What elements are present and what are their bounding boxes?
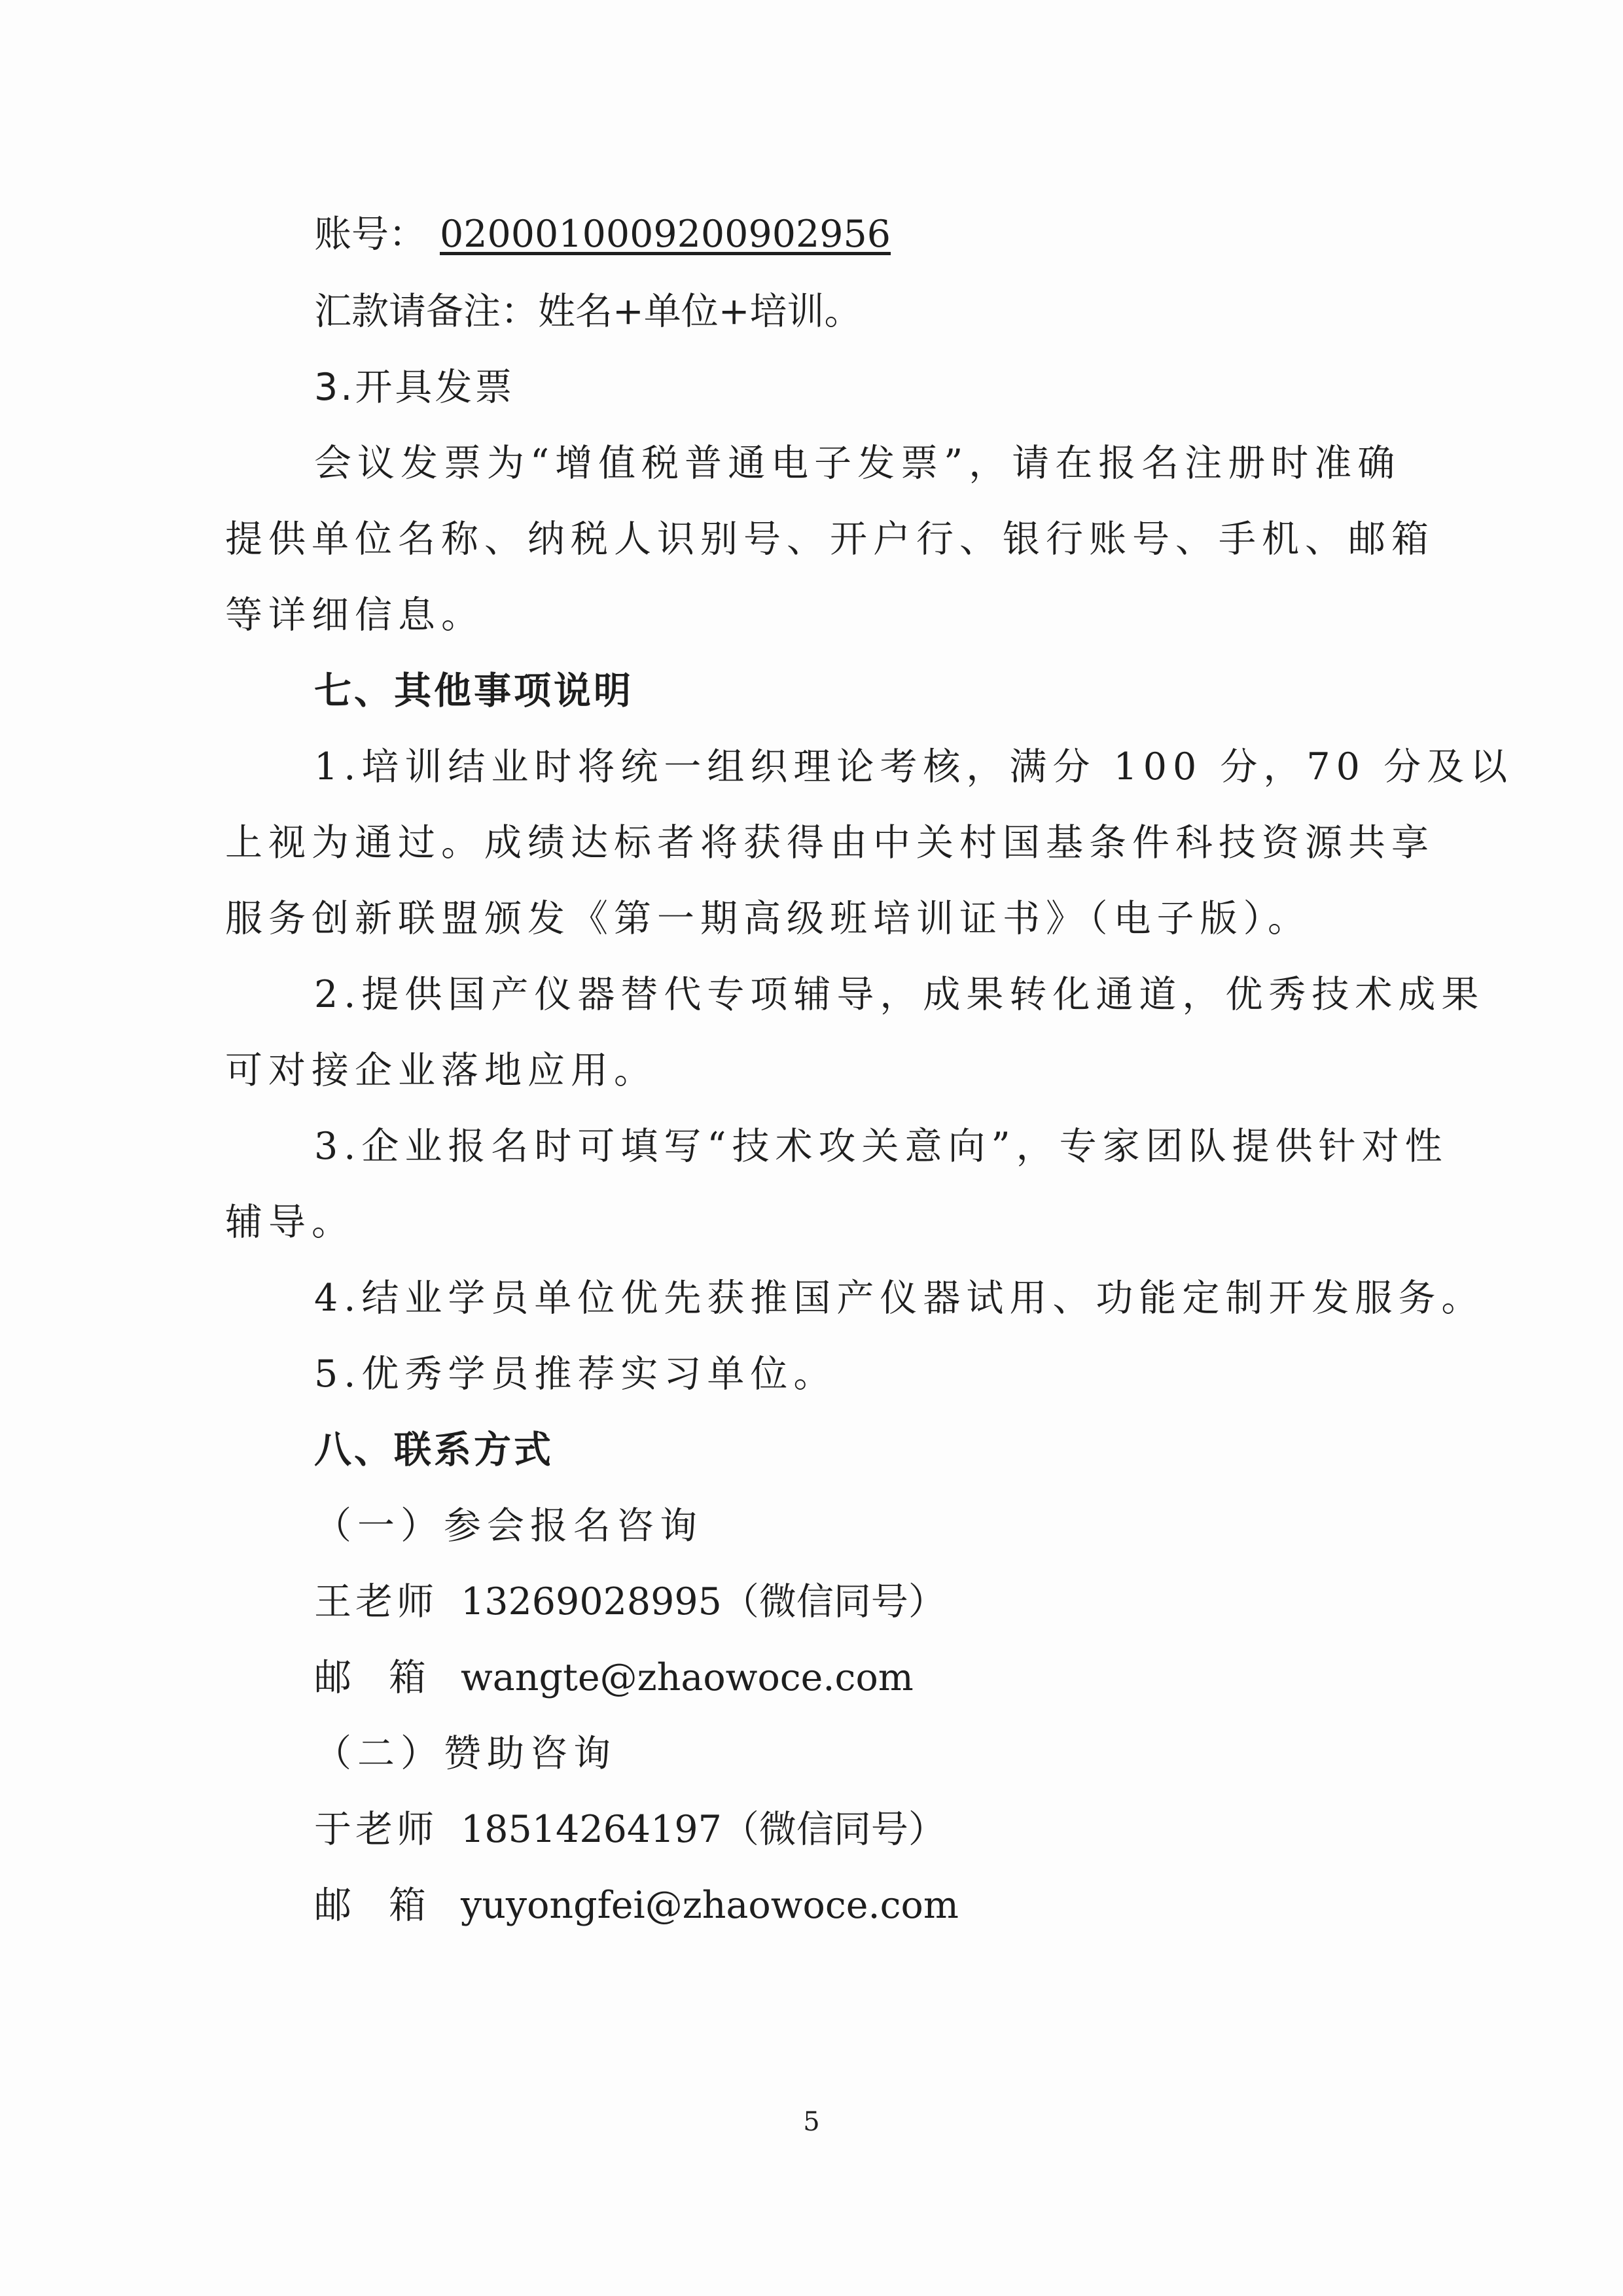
contact-2-email: yuyongfei@zhaowoce.com — [461, 1884, 959, 1927]
account-number: 0200010009200902956 — [440, 213, 891, 256]
item-3-text-2: 辅导。 — [225, 1201, 355, 1244]
email-label-1: 邮 箱 — [314, 1656, 426, 1699]
section-8-heading-text: 八、联系方式 — [314, 1428, 554, 1472]
subsection-registration-text: （一）参会报名咨询 — [314, 1504, 703, 1547]
item-1-text-1: 1.培训结业时将统一组织理论考核，满分 100 分，70 分及以 — [314, 745, 1514, 788]
item-3-text-1: 3.企业报名时可填写“技术攻关意向”，专家团队提供针对性 — [314, 1125, 1448, 1168]
account-label: 账号： — [314, 213, 426, 256]
contact-1-email: wangte@zhaowoce.com — [461, 1656, 914, 1699]
invoice-text-2: 提供单位名称、纳税人识别号、开户行、银行账号、手机、邮箱 — [225, 518, 1435, 561]
contact-2-phone: 18514264197（微信同号） — [461, 1808, 946, 1851]
invoice-heading-text: 3.开具发票 — [314, 366, 515, 409]
item-2-text-1: 2.提供国产仪器替代专项辅导，成果转化通道，优秀技术成果 — [314, 973, 1485, 1016]
item-1-text-3: 服务创新联盟颁发《第一期高级班培训证书》（电子版）。 — [225, 897, 1311, 940]
item-5-text: 5.优秀学员推荐实习单位。 — [314, 1352, 837, 1396]
item-1-text-2: 上视为通过。成绩达标者将获得由中关村国基条件科技资源共享 — [225, 821, 1435, 864]
contact-2-name: 于老师 — [314, 1808, 438, 1851]
page-number: 5 — [803, 2107, 820, 2137]
contact-1-name: 王老师 — [314, 1580, 438, 1623]
invoice-text-3: 等详细信息。 — [225, 593, 484, 637]
item-2-text-2: 可对接企业落地应用。 — [225, 1049, 657, 1092]
contact-1-phone: 13269028995（微信同号） — [461, 1580, 946, 1623]
remark-text: 汇款请备注：姓名+单位+培训。 — [314, 290, 862, 333]
subsection-sponsorship-text: （二）赞助咨询 — [314, 1732, 616, 1775]
invoice-text-1: 会议发票为“增值税普通电子发票”，请在报名注册时准确 — [314, 442, 1401, 485]
item-4-text: 4.结业学员单位优先获推国产仪器试用、功能定制开发服务。 — [314, 1277, 1485, 1320]
email-label-2: 邮 箱 — [314, 1884, 426, 1927]
section-7-heading-text: 七、其他事项说明 — [314, 669, 633, 713]
